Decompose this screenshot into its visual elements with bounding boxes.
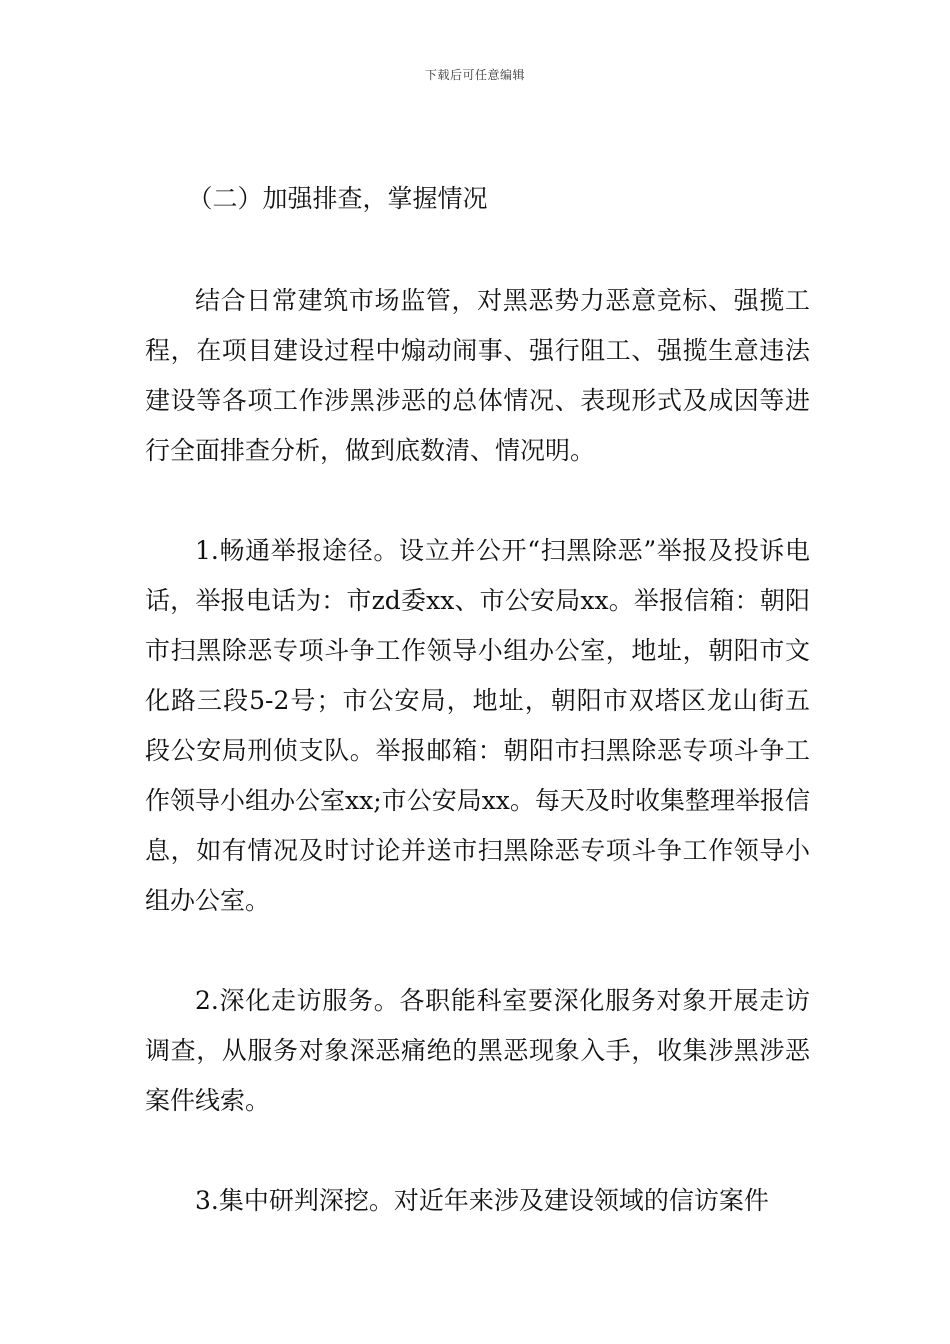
document-body [145, 174, 810, 1226]
paragraph-item-1: 1.畅通举报途径。设立并公开“扫黑除恶”举报及投诉电话，举报电话为：市zd委xx、市公安局xx。举报信箱：朝阳市扫黑除恶专项斗争工作领导小组办公室，地址，朝阳市文化路三段5-2号；市公安局，地址，朝阳市双塔区龙山街五段公安局刑侦支队。举报邮箱：朝阳市扫黑除恶专项斗争工作领导小组办公室xx;市公安局xx。每天及时收集整理举报信息，如有情况及时讨论并送市扫黑除恶专项斗争工作领导小组办公室。 [145, 536, 810, 915]
section-heading: （二）加强排查，掌握情况 [187, 184, 488, 213]
paragraph-overview: 结合日常建筑市场监管，对黑恶势力恶意竞标、强揽工程，在项目建设过程中煽动闹事、强行阻工、强揽生意违法建设等各项工作涉黑涉恶的总体情况、表现形式及成因等进行全面排查分析，做到底数清、情况明。 [145, 286, 810, 465]
paragraph-item-3: 3.集中研判深挖。对近年来涉及建设领域的信访案件 [195, 1186, 769, 1215]
page-header-note: 下载后可任意编辑 [424, 68, 525, 82]
paragraph-item-2: 2.深化走访服务。各职能科室要深化服务对象开展走访调查，从服务对象深恶痛绝的黑恶现象入手，收集涉黑涉恶案件线索。 [145, 986, 810, 1115]
